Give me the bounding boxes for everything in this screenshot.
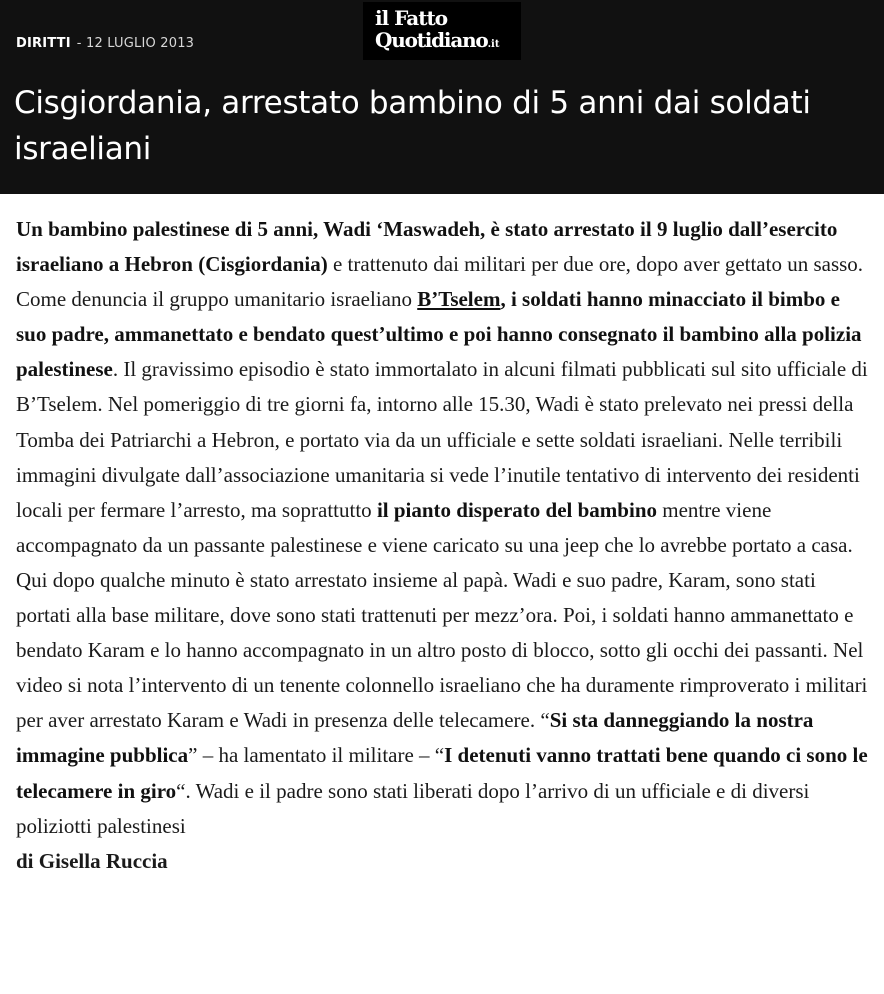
category-link[interactable]: DIRITTI — [16, 36, 71, 51]
btselem-link[interactable]: B’Tselem — [417, 287, 501, 312]
body-text-2: . Il gravissimo episodio è stato immortalato in alcuni filmati pubblicati sul sito ufficiale di B’Tselem. Nel pomeriggio di tre giorni fa, intorno alle 15.30, Wadi è stato prelevato nei pressi della Tomba dei Patriarchi a Hebron, e portato via da un ufficiale e sette soldati israeliani. Nelle terribili immagini divulgate dall’associazione umanitaria si vede l’inutile tentativo di intervento dei residenti locali per fermare l’arresto, ma soprattutto — [16, 357, 868, 522]
article-body — [16, 212, 872, 879]
body-text-3: mentre viene accompagnato da un passante palestinese e viene caricato su una jeep che lo avrebbe portato a casa. Qui dopo qualche minuto è stato arrestato insieme al papà. Wadi e suo padre, Karam, sono stati portati alla base militare, dove sono stati trattenuti per mezz’ora. Poi, i soldati hanno ammanettato e bendato Karam e lo hanno accompagnato in un altro posto di blocco, sotto gli occhi dei passanti. Nel video si nota l’intervento di un tenente colonnello israeliano che ha duramente rimproverato i militari per aver arrestato Karam e Wadi in presenza delle telecamere. “ — [16, 497, 868, 733]
article-meta — [16, 36, 194, 51]
article-header — [0, 0, 884, 194]
body-text-1: e trattenuto dai militari per due ore, dopo aver gettato un sasso. Come denuncia il gruppo umanitario israeliano — [16, 252, 864, 312]
article-author: di Gisella Ruccia — [16, 848, 168, 873]
logo-text-bottom — [375, 28, 499, 52]
logo-text-main: Quotidiano — [375, 28, 488, 52]
body-text-4: ” – ha lamentato il militare – “ — [188, 743, 445, 768]
publish-date: - 12 LUGLIO 2013 — [76, 36, 195, 51]
quote-bold-1: Si sta danneggiando la nostra immagine pubblica — [16, 708, 814, 768]
logo-text-top: il Fatto — [375, 6, 448, 30]
body-text-5: “. Wadi e il padre sono stati liberati dopo l’arrivo di un ufficiale e di diversi poliziotti palestinesi — [16, 778, 810, 838]
lead-bold-1: Un bambino palestinese di 5 anni, Wadi ‘Maswadeh, è stato arrestato il 9 luglio dall’esercito israeliano a Hebron (Cisgiordania) — [16, 217, 838, 277]
article-title: Cisgiordania, arrestato bambino di 5 anni dai soldati israeliani — [14, 85, 811, 167]
logo-tld: .it — [487, 39, 500, 50]
body-bold-3: il pianto disperato del bambino — [376, 497, 657, 522]
quote-bold-2: I detenuti vanno trattati bene quando ci sono le telecamere in giro — [16, 743, 868, 803]
body-bold-2: , i soldati hanno minacciato il bimbo e suo padre, ammanettato e bendato quest’ultimo e poi hanno consegnato il bambino alla polizia palestinese — [16, 287, 862, 382]
site-logo[interactable] — [363, 2, 521, 60]
